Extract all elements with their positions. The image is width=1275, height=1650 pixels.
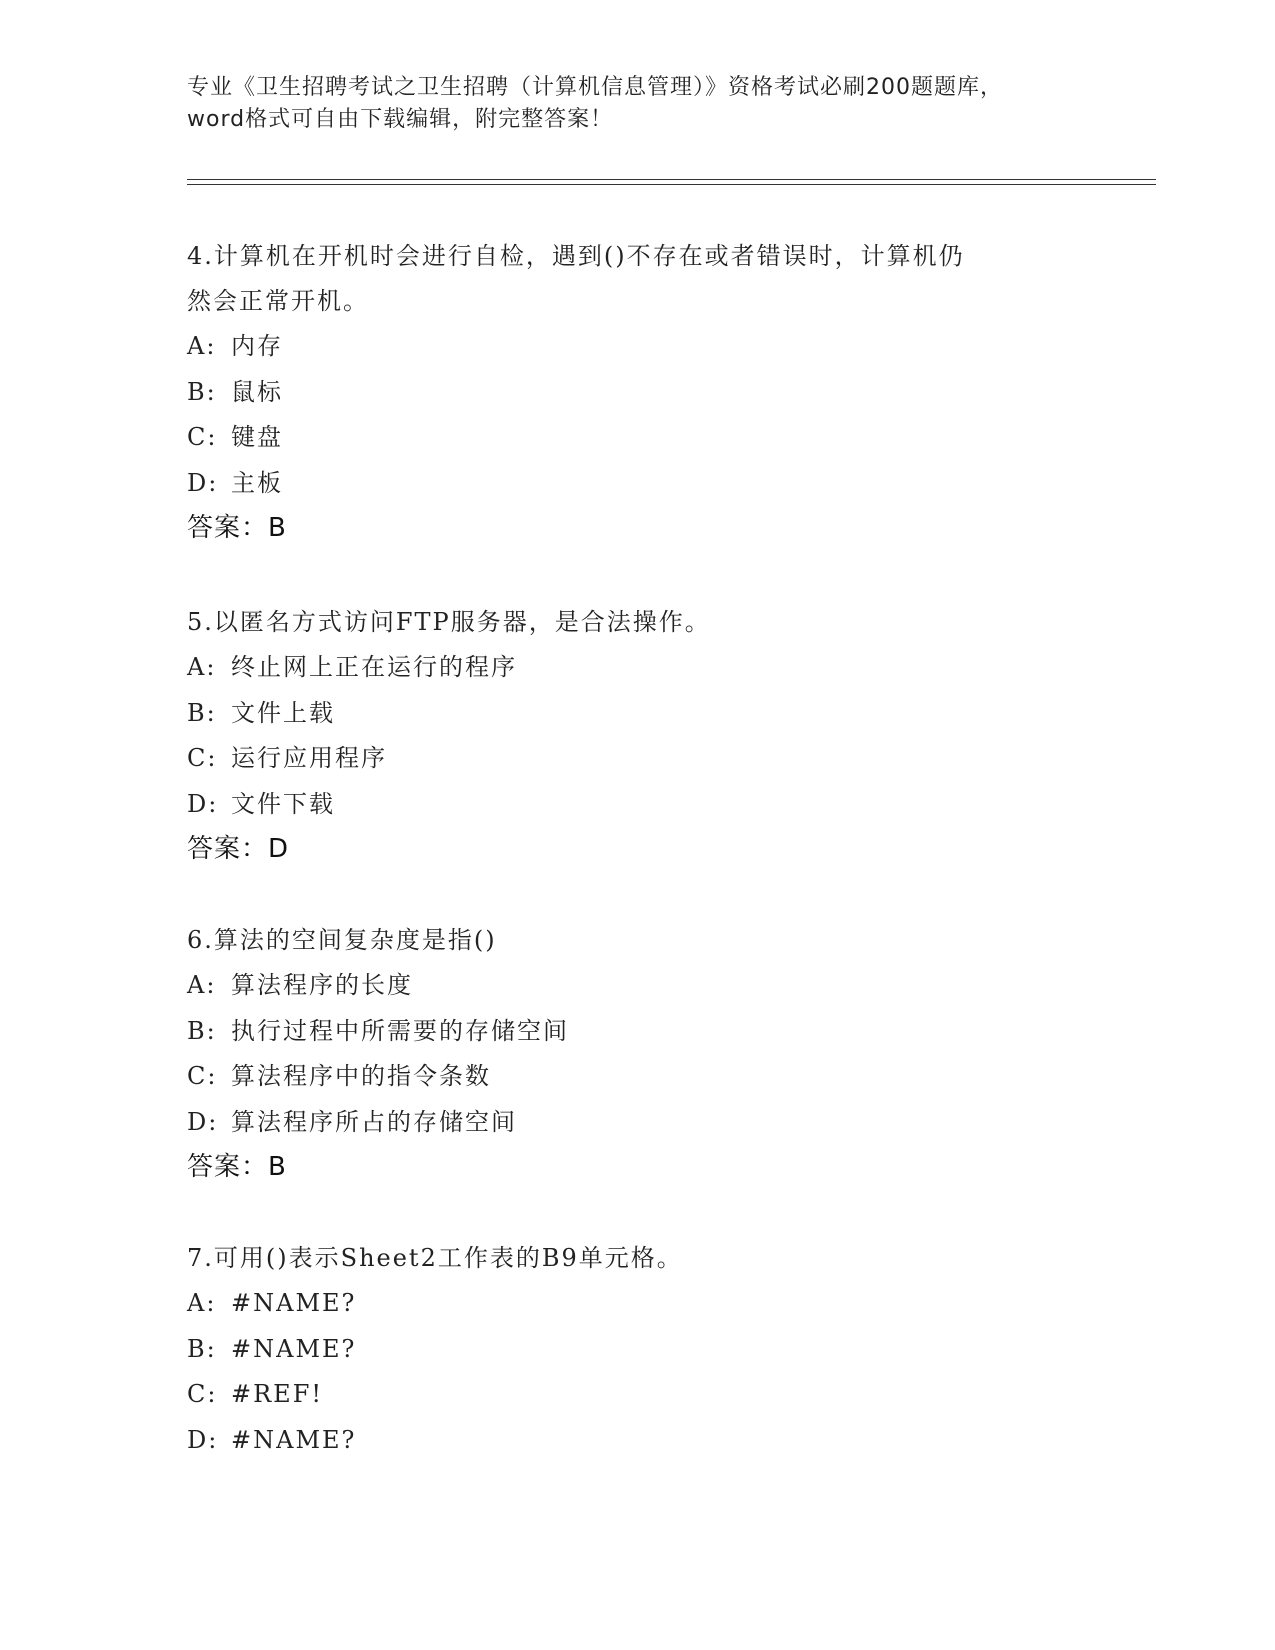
option-text: 键盘 [231,423,283,451]
option-letter: B: [187,1334,217,1363]
option-a [187,324,1087,370]
question-stem-line-1: 7.可用()表示Sheet2工作表的B9单元格。 [187,1244,683,1272]
option-letter: C: [187,1062,218,1090]
option-letter: C: [187,744,218,772]
option-a [187,1281,1087,1327]
option-text: 鼠标 [231,377,283,406]
option-text: 算法程序的长度 [231,971,413,999]
option-text: 内存 [231,332,283,360]
header-title-line-1: 专业《卫生招聘考试之卫生招聘（计算机信息管理）》资格考试必刷200题题库， [187,75,1003,100]
question-stem-line-1: 6.算法的空间复杂度是指() [187,926,497,954]
option-text: 文件下载 [231,789,335,818]
option-text: 运行应用程序 [231,744,387,772]
document-header [187,72,1087,136]
option-text: 执行过程中所需要的存储空间 [231,1016,569,1045]
option-a [187,645,1087,691]
option-c [187,736,1087,782]
header-divider-top [187,179,1156,180]
question-stem-line-2: 然会正常开机。 [187,287,369,315]
option-d [187,1418,1087,1464]
question-stem-line-1: 4.计算机在开机时会进行自检，遇到()不存在或者错误时，计算机仍 [187,242,965,270]
option-text: 算法程序所占的存储空间 [231,1107,517,1136]
option-text: #NAME? [231,1425,357,1454]
option-b [187,370,1087,416]
option-b [187,1009,1087,1055]
option-text: 主板 [231,468,283,497]
option-b [187,1327,1087,1373]
option-c [187,415,1087,461]
option-letter: C: [187,423,218,451]
option-text: 文件上载 [231,698,335,727]
option-text: #NAME? [231,1334,357,1363]
option-letter: B: [187,377,217,406]
option-c [187,1372,1087,1418]
option-letter: A: [187,1289,217,1317]
option-letter: A: [187,971,217,999]
answer-label: 答案：B [187,513,287,543]
option-letter: B: [187,698,217,727]
option-letter: A: [187,332,217,360]
question-4 [187,234,1087,551]
option-text: 终止网上正在运行的程序 [231,653,517,681]
option-text: #REF! [231,1380,323,1408]
option-letter: D: [187,468,219,497]
question-5 [187,600,1087,872]
option-letter: A: [187,653,217,681]
header-title-line-2: word格式可自由下载编辑，附完整答案！ [187,107,614,132]
option-d [187,1100,1087,1146]
option-letter: C: [187,1380,218,1408]
option-letter: D: [187,789,219,818]
question-7 [187,1236,1087,1463]
option-letter: D: [187,1107,219,1136]
option-letter: B: [187,1016,217,1045]
option-a [187,963,1087,1009]
answer-label: 答案：B [187,1152,287,1182]
answer-label: 答案：D [187,834,290,864]
option-letter: D: [187,1425,219,1454]
option-c [187,1054,1087,1100]
header-divider-bottom [187,184,1156,185]
option-text: #NAME? [231,1289,357,1317]
question-stem-line-1: 5.以匿名方式访问FTP服务器，是合法操作。 [187,608,711,636]
question-6 [187,918,1087,1190]
option-d [187,461,1087,507]
option-b [187,691,1087,737]
option-text: 算法程序中的指令条数 [231,1062,491,1090]
option-d [187,782,1087,828]
